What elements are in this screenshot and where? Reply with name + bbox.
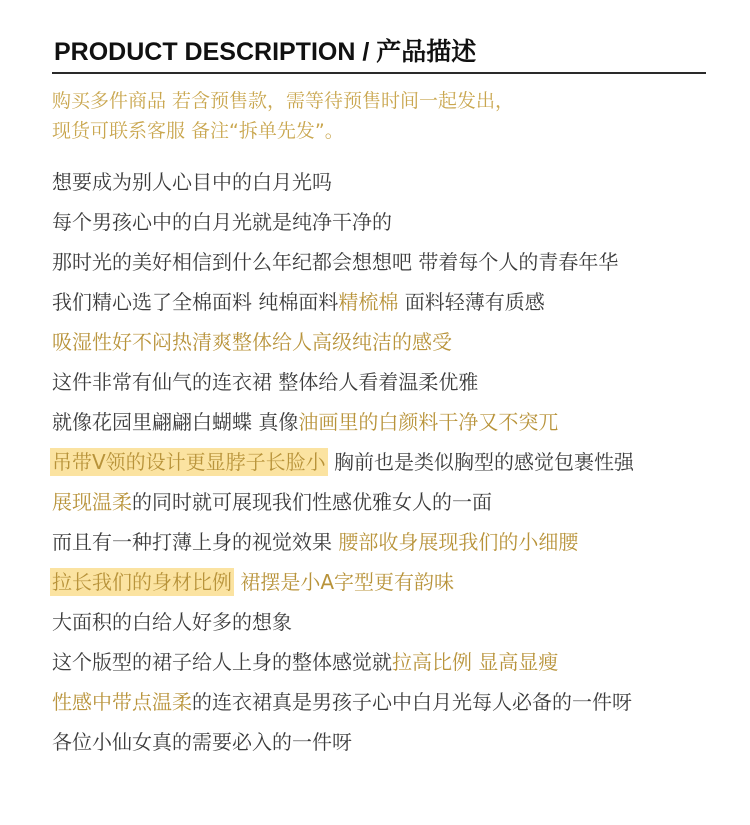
header-divider xyxy=(52,72,706,74)
description-text: 而且有一种打薄上身的视觉效果 xyxy=(52,530,339,554)
purchase-notice xyxy=(52,86,712,146)
description-line xyxy=(52,204,732,244)
description-text: 面料轻薄有质感 xyxy=(398,290,545,314)
description-text: 各位小仙女真的需要必入的一件呀 xyxy=(52,730,352,754)
description-text: 就像花园里翩翩白蝴蝶 真像 xyxy=(52,410,299,434)
section-header xyxy=(52,30,706,73)
description-line xyxy=(52,284,732,324)
emphasis-text: 性感中带点温柔 xyxy=(52,690,192,714)
description-text: 那时光的美好相信到什么年纪都会想想吧 带着每个人的青春年华 xyxy=(52,250,619,274)
description-text: 这个版型的裙子给人上身的整体感觉就 xyxy=(52,650,392,674)
emphasis-text: 吸湿性好不闷热清爽整体给人高级纯洁的感受 xyxy=(52,330,452,354)
description-line xyxy=(52,724,732,764)
description-text: 这件非常有仙气的连衣裙 整体给人看着温柔优雅 xyxy=(52,370,479,394)
description-text: 的连衣裙真是男孩子心中白月光每人必备的一件呀 xyxy=(192,690,632,714)
emphasis-text: 腰部收身展现我们的小细腰 xyxy=(338,530,579,554)
description-line xyxy=(52,564,732,604)
description-line xyxy=(52,684,732,724)
description-line xyxy=(52,484,732,524)
highlighted-text: 拉长我们的身材比例 xyxy=(52,570,232,594)
description-line xyxy=(52,404,732,444)
description-text: 的同时就可展现我们性感优雅女人的一面 xyxy=(132,490,492,514)
description-line xyxy=(52,364,732,404)
description-text: 大面积的白给人好多的想象 xyxy=(52,610,292,634)
description-line xyxy=(52,164,732,204)
product-description-body xyxy=(52,164,732,764)
description-line xyxy=(52,644,732,684)
section-title: PRODUCT DESCRIPTION / 产品描述 xyxy=(54,38,477,66)
description-line xyxy=(52,324,732,364)
highlighted-text: 吊带V领的设计更显脖子长脸小 xyxy=(52,450,326,474)
emphasis-text: 精梳棉 xyxy=(338,290,399,314)
notice-line-2: 现货可联系客服 备注“拆单先发”。 xyxy=(52,120,344,142)
description-text: 胸前也是类似胸型的感觉包裹性强 xyxy=(327,450,635,474)
description-text: 想要成为别人心目中的白月光吗 xyxy=(52,170,332,194)
emphasis-text: 油画里的白颜料干净又不突兀 xyxy=(298,410,559,434)
emphasis-text: 裙摆是小A字型更有韵味 xyxy=(234,570,455,594)
description-text: 我们精心选了全棉面料 纯棉面料 xyxy=(52,290,339,314)
emphasis-text: 展现温柔 xyxy=(52,490,132,514)
description-text: 每个男孩心中的白月光就是纯净干净的 xyxy=(52,210,392,234)
description-line xyxy=(52,444,732,484)
notice-line-1: 购买多件商品 若含预售款，需等待预售时间一起发出， xyxy=(52,90,515,112)
description-line xyxy=(52,524,732,564)
description-line xyxy=(52,604,732,644)
emphasis-text: 拉高比例 显高显瘦 xyxy=(392,650,559,674)
description-line xyxy=(52,244,732,284)
